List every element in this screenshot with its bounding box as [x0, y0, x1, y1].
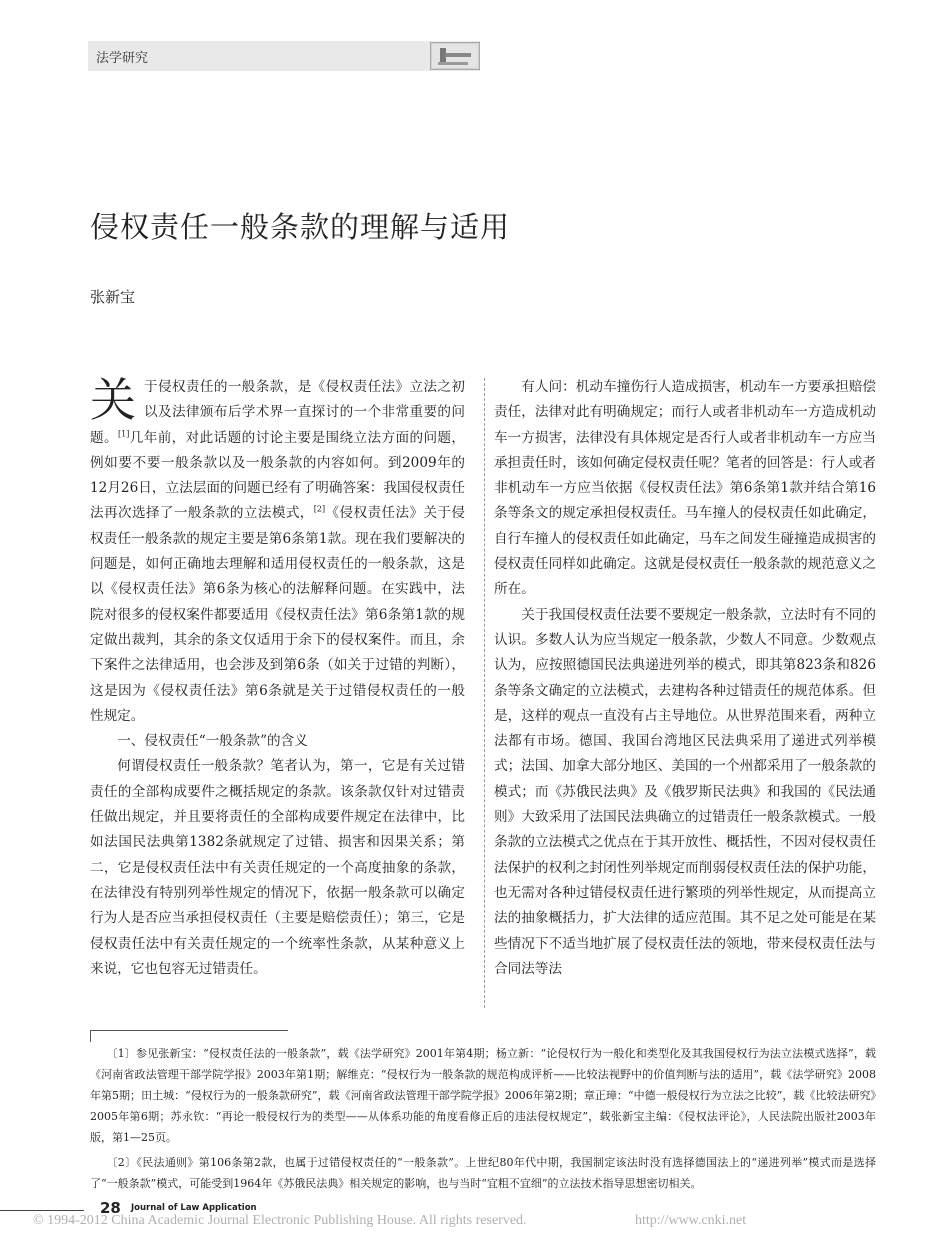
copyright-watermark: © 1994-2012 China Academic Journal Electronic Publishing House. All rights reserved.	[33, 1213, 527, 1228]
gavel-icon	[430, 42, 480, 70]
drop-cap: 关	[90, 373, 136, 427]
right-column	[494, 375, 876, 982]
intro-text-a: 于侵权责任的一般条款，是《侵权责任法》立法之初以及法律颁布后学术界一直探讨的一个非常重要的问题。	[90, 379, 465, 446]
footnotes	[90, 1043, 876, 1198]
article-author: 张新宝	[90, 288, 136, 306]
url-watermark[interactable]: http://www.cnki.net	[635, 1213, 747, 1228]
column-divider	[484, 378, 485, 1008]
left-column	[90, 375, 465, 982]
article-title: 侵权责任一般条款的理解与适用	[90, 210, 511, 244]
footnote-ref-2: [2]	[313, 504, 326, 514]
intro-text-c: 《侵权责任法》关于侵权责任一般条款的规定主要是第6条第1款。现在我们要解决的问题是，如何正确地去理解和适用侵权责任的一般条款，这是以《侵权责任法》第6条为核心的法解释问题。在实践中，法院对很多的侵权案件都要适用《侵权责任法》第6条第1款的规定做出裁判，其余的条文仅适用于余下的侵权案件。而且，余下案件之法律适用，也会涉及到第6条（如关于过错的判断），这是因为《侵权责任法》第6条就是关于过错侵权责任的一般性规定。	[90, 505, 466, 724]
footer-rule	[0, 1210, 84, 1211]
journal-name: Journal of Law Application	[131, 1203, 257, 1213]
section-heading: 一、侵权责任“一般条款”的含义	[117, 733, 308, 750]
body-paragraph: 关于我国侵权责任法要不要规定一般条款，立法时有不同的认识。多数人认为应当规定一般条款，少数人不同意。少数观点认为，应按照德国民法典递进列举的模式，即其第823条和826条等条文确定的立法模式，去建构各种过错责任的规范体系。但是，这样的观点一直没有占主导地位。从世界范围来看，两种立法都有市场。德国、我国台湾地区民法典采用了递进式列举模式；法国、加拿大部分地区、美国的一个州都采用了一般条款的模式；而《苏俄民法典》及《俄罗斯民法典》和我国的《民法通则》大致采用了法国民法典确立的过错责任一般条款模式。一般条款的立法模式之优点在于其开放性、概括性，不因对侵权责任法保护的权利之封闭性列举规定而削弱侵权责任法的保护功能，也无需对各种过错侵权责任进行繁琐的列举性规定，从而提高立法的抽象概括力，扩大法律的适应范围。其不足之处可能是在某些情况下不适当地扩展了侵权责任法的领地，带来侵权责任法与合同法等法	[494, 606, 876, 977]
intro-text-b: 几年前，对此话题的讨论主要是围绕立法方面的问题，例如要不要一般条款以及一般条款的内容如何。到2009年的12月26日，立法层面的问题已经有了明确答案：我国侵权责任法再次选择了一般条款的立法模式，	[90, 429, 466, 522]
footnote-2: 〔2〕《民法通则》第106条第2款，也属于过错侵权责任的“一般条款”。上世纪80年代中期，我国制定该法时没有选择德国法上的“递进列举”模式而是选择了“一般条款”模式，可能受到1964年《苏俄民法典》相关规定的影响，也与当时“宜粗不宜细”的立法技术指导思想密切相关。	[90, 1156, 876, 1190]
footnote-ref-1: [1]	[117, 429, 130, 439]
body-paragraph: 有人问：机动车撞伤行人造成损害，机动车一方要承担赔偿责任，法律对此有明确规定；而行人或者非机动车一方造成机动车一方损害，法律没有具体规定是否行人或者非机动车一方应当承担责任时，该如何确定侵权责任呢？笔者的回答是：行人或者非机动车一方应当依据《侵权责任法》第6条第1款并结合第16条等条文的规定承担侵权责任。马车撞人的侵权责任如此确定，自行车撞人的侵权责任如此确定，马车之间发生碰撞造成损害的侵权责任同样如此确定。这就是侵权责任一般条款的规范意义之所在。	[494, 379, 876, 598]
intro-paragraph	[90, 375, 465, 729]
footnote-rule	[90, 1030, 288, 1031]
body-paragraph: 何谓侵权责任一般条款？笔者认为，第一，它是有关过错责任的全部构成要件之概括规定的条款。该条款仅针对过错责任做出规定，并且要将责任的全部构成要件规定在法律中，比如法国民法典第1382条就规定了过错、损害和因果关系；第二，它是侵权责任法中有关责任规定的一个高度抽象的条款，在法律没有特别列举性规定的情况下，依据一般条款可以确定行为人是否应当承担侵权责任（主要是赔偿责任）；第三，它是侵权责任法中有关责任规定的一个统率性条款，从某种意义上来说，它也包容无过错责任。	[90, 758, 465, 977]
section-label: 法学研究	[96, 51, 149, 66]
page-number: 28	[100, 1199, 121, 1217]
footnote-rule-tick	[90, 1030, 91, 1042]
footnote-1: 〔1〕参见张新宝：“侵权责任法的一般条款”，载《法学研究》2001年第4期；杨立新：“论侵权行为一般化和类型化及其我国侵权行为法立法模式选择”，载《河南省政法管理干部学院学报》2003年第1期；解维克：“侵权行为一般条款的规范构成评析——比较法视野中的价值判断与法的适用”，载《法学研究》2008年第5期；田土城：“侵权行为的一般条款研究”，载《河南省政法管理干部学院学报》2006年第2期；章正璋：“中德一般侵权行为立法之比较”，载《比较法研究》2005年第6期；苏永钦：“再论一般侵权行为的类型——从体系功能的角度看修正后的违法侵权规定”，载张新宝主编：《侵权法评论》，人民法院出版社2003年版，第1—25页。	[90, 1047, 876, 1144]
